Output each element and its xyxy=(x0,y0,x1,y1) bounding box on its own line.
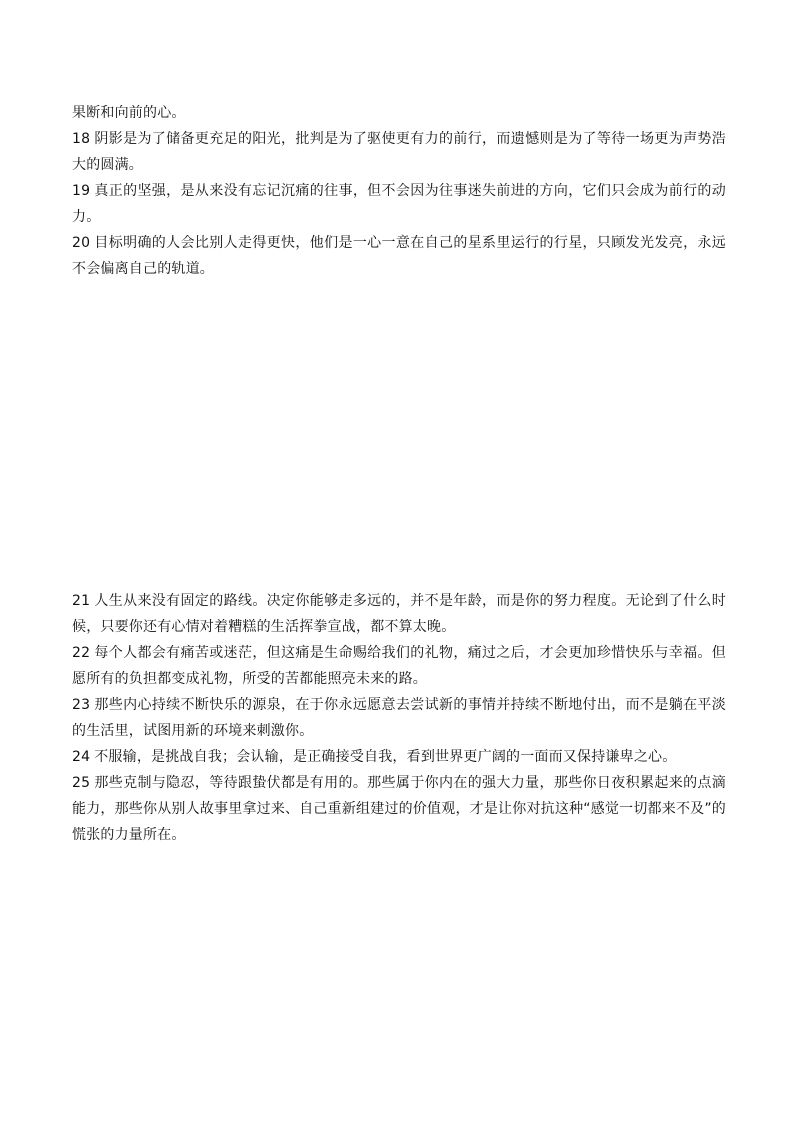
paragraph-23 xyxy=(72,692,726,744)
paragraph-number: 20 xyxy=(72,235,91,251)
paragraph-number: 18 xyxy=(72,131,91,147)
paragraph-text: 果断和向前的心。 xyxy=(72,105,186,121)
paragraph-text: 人生从来没有固定的路线。决定你能够走多远的，并不是年龄，而是你的努力程度。无论到了什么时候，只要你还有心情对着糟糕的生活挥拳宣战，都不算太晚。 xyxy=(72,593,726,635)
paragraph-text: 不服输，是挑战自我；会认输，是正确接受自我，看到世界更广阔的一面而又保持谦卑之心。 xyxy=(94,749,677,765)
paragraph-text: 那些克制与隐忍，等待跟蛰伏都是有用的。那些属于你内在的强大力量，那些你日夜积累起来的点滴能力，那些你从别人故事里拿过来、自己重新组建过的价值观，才是让你对抗这种“感觉一切都来不及”的慌张的力量所在。 xyxy=(72,775,726,843)
paragraph-18 xyxy=(72,126,726,178)
paragraph-text: 阴影是为了储备更充足的阳光，批判是为了驱使更有力的前行，而遗憾则是为了等待一场更为声势浩大的圆满。 xyxy=(72,131,726,173)
paragraph-text: 真正的坚强，是从来没有忘记沉痛的往事，但不会因为往事迷失前进的方向，它们只会成为前行的动力。 xyxy=(72,183,726,225)
paragraph-24 xyxy=(72,744,726,770)
paragraph-text: 那些内心持续不断快乐的源泉，在于你永远愿意去尝试新的事情并持续不断地付出，而不是躺在平淡的生活里，试图用新的环境来刺激你。 xyxy=(72,697,726,739)
paragraph-continued xyxy=(72,100,726,126)
text-block-bottom xyxy=(72,588,726,848)
paragraph-22 xyxy=(72,640,726,692)
paragraph-20 xyxy=(72,230,726,282)
text-block-top xyxy=(72,100,726,282)
paragraph-19 xyxy=(72,178,726,230)
paragraph-number: 24 xyxy=(72,749,91,765)
paragraph-number: 23 xyxy=(72,697,91,713)
paragraph-text: 目标明确的人会比别人走得更快，他们是一心一意在自己的星系里运行的行星，只顾发光发亮，永远不会偏离自己的轨道。 xyxy=(72,235,726,277)
paragraph-text: 每个人都会有痛苦或迷茫，但这痛是生命赐给我们的礼物，痛过之后，才会更加珍惜快乐与幸福。但愿所有的负担都变成礼物，所受的苦都能照亮未来的路。 xyxy=(72,645,726,687)
paragraph-number: 19 xyxy=(72,183,91,199)
paragraph-number: 22 xyxy=(72,645,91,661)
paragraph-number: 25 xyxy=(72,775,91,791)
paragraph-number: 21 xyxy=(72,593,91,609)
paragraph-25 xyxy=(72,770,726,848)
paragraph-21 xyxy=(72,588,726,640)
